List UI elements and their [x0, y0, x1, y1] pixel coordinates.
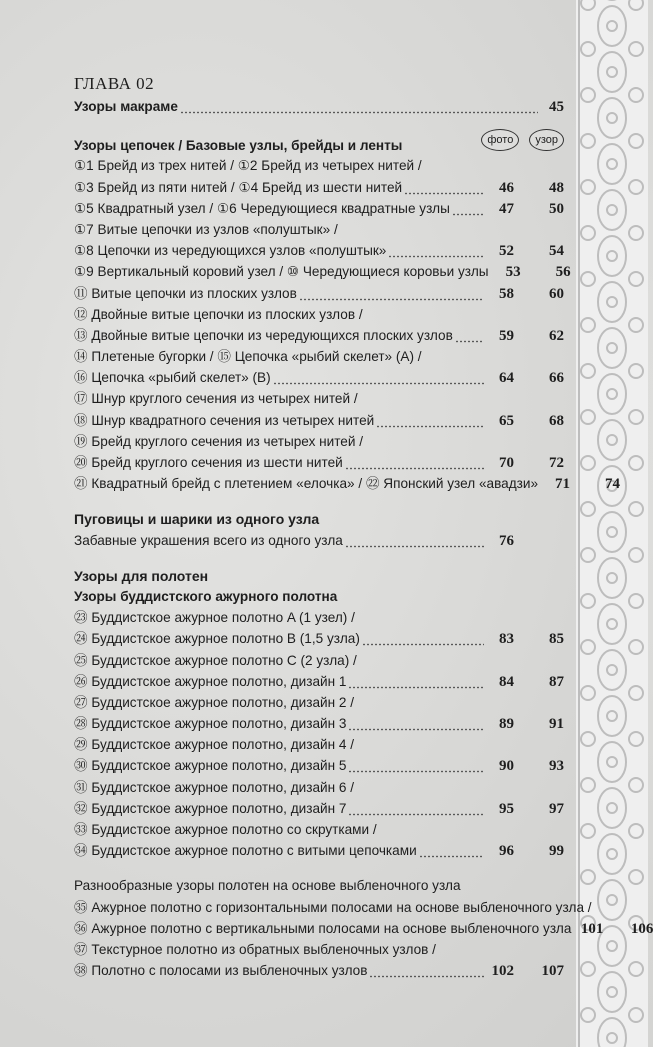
- page-numbers: [484, 286, 564, 302]
- leader-dots: [348, 716, 484, 732]
- section2-title: Пуговицы и шарики из одного узла: [74, 511, 320, 528]
- leader-dots: [369, 963, 484, 979]
- photo-column-badge: фото: [481, 129, 519, 151]
- chapter-title: Узоры макраме: [74, 99, 178, 115]
- toc-entry: [74, 527, 564, 548]
- toc-entry-text: ㊱ Ажурное полотно с вертикальными полосами на основе выбленочного узла: [74, 920, 572, 936]
- toc-entry: [74, 753, 564, 774]
- toc-entry: [74, 174, 564, 195]
- photo-page: 53: [505, 264, 521, 281]
- leader-dots: [273, 370, 484, 386]
- toc-entry: [74, 647, 564, 668]
- toc-entry: [74, 280, 564, 301]
- leader-dots: [348, 801, 484, 817]
- toc-entry: [74, 626, 564, 647]
- page-numbers: [491, 264, 571, 280]
- photo-page: 65: [499, 412, 514, 429]
- lace-pattern-icon: [576, 0, 648, 1047]
- photo-page: 46: [499, 179, 514, 196]
- toc-entry-text: ⑭ Плетеные бугорки / ⑮ Цепочка «рыбий скелет» (A) /: [74, 349, 422, 365]
- toc-entry-text: Забавные украшения всего из одного узла: [74, 532, 343, 548]
- toc-entry-text: ①9 Вертикальный коровий узел / ⑩ Чередующиеся коровьи узлы: [74, 264, 489, 280]
- leader-dots: [404, 180, 484, 196]
- pattern-page: 106: [630, 920, 653, 937]
- toc-entry-text: ㉕ Буддистское ажурное полотно C (2 узла) /: [74, 652, 357, 668]
- toc-entry: [74, 774, 564, 795]
- page-numbers: [484, 843, 564, 859]
- toc-entry: [74, 365, 564, 386]
- toc-entry: [74, 386, 564, 407]
- pattern-page: 107: [541, 963, 564, 980]
- toc-entry: [74, 344, 564, 365]
- photo-page: 84: [499, 673, 514, 690]
- toc-entry-text: ㉚ Буддистское ажурное полотно, дизайн 5: [74, 758, 347, 774]
- toc-entry: [74, 732, 564, 753]
- toc-entry: [74, 407, 564, 428]
- page-numbers: [484, 674, 564, 690]
- leader-dots: [362, 631, 484, 647]
- section-header-row: [74, 129, 564, 153]
- pattern-page: 97: [549, 800, 564, 817]
- pattern-page: 62: [549, 327, 564, 344]
- photo-page: 89: [499, 716, 514, 733]
- toc-entry: [74, 238, 564, 259]
- leader-dots: [455, 328, 484, 344]
- photo-page: 95: [499, 800, 514, 817]
- toc-entry-text: ㉞ Буддистское ажурное полотно с витыми цепочками: [74, 843, 417, 859]
- toc-entry-text: ⑯ Цепочка «рыбий скелет» (B): [74, 370, 271, 386]
- photo-page: 90: [499, 758, 514, 775]
- toc-entry-text: ①3 Брейд из пяти нитей / ①4 Брейд из шести нитей: [74, 179, 403, 195]
- toc-entry: [74, 916, 653, 937]
- toc-entry: [74, 711, 564, 732]
- page-numbers: [484, 180, 564, 196]
- toc-entry-text: ①8 Цепочки из чередующихся узлов «полуштык»: [74, 243, 387, 259]
- toc-entry: [74, 838, 564, 859]
- pattern-page: 60: [549, 285, 564, 302]
- pattern-page: 85: [549, 631, 564, 648]
- photo-page: 83: [499, 631, 514, 648]
- toc-entry-text: ㊲ Текстурное полотно из обратных выбленочных узлов /: [74, 941, 436, 957]
- page-numbers: [484, 716, 564, 732]
- section1-title: Узоры цепочек / Базовые узлы, брейды и ленты: [74, 138, 403, 154]
- pattern-page: 72: [549, 455, 564, 471]
- page-numbers: [484, 533, 564, 549]
- leader-dots: [419, 843, 484, 859]
- pattern-page: [524, 533, 564, 549]
- toc-entry: [74, 796, 564, 817]
- pattern-page: 87: [549, 673, 564, 690]
- toc-entry: [74, 669, 564, 690]
- pattern-page: 54: [549, 243, 564, 260]
- photo-page: 64: [499, 370, 514, 387]
- toc-entry-text: ⑬ Двойные витые цепочки из чередующихся плоских узлов: [74, 327, 453, 343]
- pattern-page: 66: [549, 370, 564, 387]
- photo-page: 71: [555, 476, 571, 493]
- toc-entry: [74, 958, 564, 979]
- page-numbers: [484, 201, 564, 217]
- toc-entry-text: ①5 Квадратный узел / ①6 Чередующиеся квадратные узлы: [74, 200, 450, 216]
- toc-entry: [74, 937, 564, 958]
- toc-entry-text: ㉓ Буддистское ажурное полотно A (1 узел) /: [74, 610, 355, 626]
- section2-list: [74, 527, 564, 548]
- toc-entry-text: ⑳ Брейд круглого сечения из шести нитей: [74, 455, 343, 470]
- photo-page: 47: [499, 200, 514, 217]
- pattern-page: 68: [549, 412, 564, 429]
- toc-entry-text: ⑱ Шнур квадратного сечения из четырех нитей: [74, 412, 375, 428]
- photo-page: 70: [499, 455, 514, 471]
- toc-entry-text: ㉘ Буддистское ажурное полотно, дизайн 3: [74, 716, 347, 732]
- photo-page: 102: [491, 963, 514, 980]
- leader-dots: [345, 455, 484, 471]
- toc-entry-text: ⑲ Брейд круглого сечения из четырех нитей /: [74, 433, 364, 449]
- toc-entry: [74, 471, 621, 493]
- column-badges: [481, 129, 564, 151]
- toc-entry: [74, 450, 564, 471]
- toc-entry-text: ㉟ Ажурное полотно с горизонтальными полосами на основе выбленочного узла /: [74, 899, 592, 915]
- section4-list: [74, 894, 653, 980]
- pattern-page: 99: [549, 843, 564, 860]
- toc-entry: [74, 153, 564, 174]
- toc-entry-text: ①7 Витые цепочки из узлов «полуштык» /: [74, 221, 338, 237]
- leader-dots: [348, 674, 484, 690]
- page-numbers: [484, 328, 564, 344]
- section3-title: Узоры для полотен: [74, 567, 209, 584]
- toc-entry: [74, 605, 564, 626]
- leader-dots: [345, 533, 484, 549]
- photo-page: 101: [580, 920, 604, 937]
- toc-entry-text: ㉛ Буддистское ажурное полотно, дизайн 6 /: [74, 779, 354, 795]
- chapter-page: 45: [549, 99, 564, 116]
- toc-entry: [74, 196, 564, 217]
- photo-page: 59: [499, 327, 514, 344]
- page-numbers: [484, 243, 564, 259]
- section1-list: [74, 153, 621, 493]
- page-numbers: [484, 631, 564, 647]
- toc-entry-text: ⑰ Шнур круглого сечения из четырех нитей /: [74, 391, 358, 407]
- leader-dots: [376, 413, 484, 429]
- page-numbers: [540, 476, 620, 492]
- toc-entry: [74, 690, 564, 711]
- pattern-column-badge: узор: [529, 129, 564, 151]
- toc-entry: [74, 323, 564, 344]
- lace-border-decoration: [576, 0, 648, 1047]
- toc-entry-text: ㉖ Буддистское ажурное полотно, дизайн 1: [74, 673, 347, 689]
- leader-dots: [180, 99, 538, 115]
- toc-entry-text: ㉗ Буддистское ажурное полотно, дизайн 2 /: [74, 694, 354, 710]
- section4-subtitle: Разнообразные узоры полотен на основе выбленочного узла: [74, 878, 461, 894]
- toc-entry: [74, 302, 564, 323]
- section3-subtitle: Узоры буддистского ажурного полотна: [74, 588, 338, 604]
- pattern-page: 50: [549, 200, 564, 217]
- toc-entry: [74, 429, 564, 450]
- leader-dots: [299, 286, 484, 302]
- pattern-page: 48: [549, 179, 564, 196]
- page-numbers: [484, 455, 564, 471]
- toc-entry: [74, 894, 592, 915]
- pattern-page: 56: [555, 264, 571, 281]
- leader-dots: [348, 758, 484, 774]
- toc-entry-text: ㊳ Полотно с полосами из выбленочных узлов: [74, 963, 368, 979]
- toc-entry-text: ㉔ Буддистское ажурное полотно B (1,5 узла): [74, 631, 360, 647]
- table-of-contents: [74, 74, 653, 980]
- toc-entry: [74, 259, 571, 281]
- chapter-title-row: [74, 94, 564, 115]
- toc-entry-text: ⑪ Витые цепочки из плоских узлов: [74, 285, 297, 301]
- page-numbers: [573, 921, 653, 937]
- toc-entry-text: ㉙ Буддистское ажурное полотно, дизайн 4 /: [74, 737, 354, 753]
- chapter-label: ГЛАВА 02: [74, 74, 155, 93]
- pattern-page: 93: [549, 758, 564, 775]
- leader-dots: [388, 243, 484, 259]
- toc-entry-text: ㉝ Буддистское ажурное полотно со скрутками /: [74, 822, 377, 837]
- photo-page: 58: [499, 285, 514, 302]
- section3-list: [74, 605, 564, 859]
- toc-entry-text: ㉑ Квадратный брейд с плетением «елочка» / ㉒ Японский узел «авадзи»: [74, 476, 539, 492]
- pattern-page: 74: [605, 476, 621, 493]
- page-numbers: [484, 801, 564, 817]
- page-numbers: [484, 370, 564, 386]
- toc-entry: [74, 817, 564, 838]
- leader-dots: [452, 201, 484, 217]
- toc-entry-text: ⑫ Двойные витые цепочки из плоских узлов /: [74, 306, 363, 322]
- toc-entry: [74, 217, 564, 238]
- photo-page: 76: [499, 532, 514, 549]
- toc-entry-text: ㉜ Буддистское ажурное полотно, дизайн 7: [74, 800, 347, 816]
- page-numbers: [484, 413, 564, 429]
- page-numbers: [484, 963, 564, 979]
- photo-page: 96: [499, 843, 514, 860]
- photo-page: 52: [499, 243, 514, 260]
- pattern-page: 91: [549, 716, 564, 733]
- toc-entry-text: ①1 Брейд из трех нитей / ①2 Брейд из четырех нитей /: [74, 158, 422, 174]
- page-numbers: [484, 758, 564, 774]
